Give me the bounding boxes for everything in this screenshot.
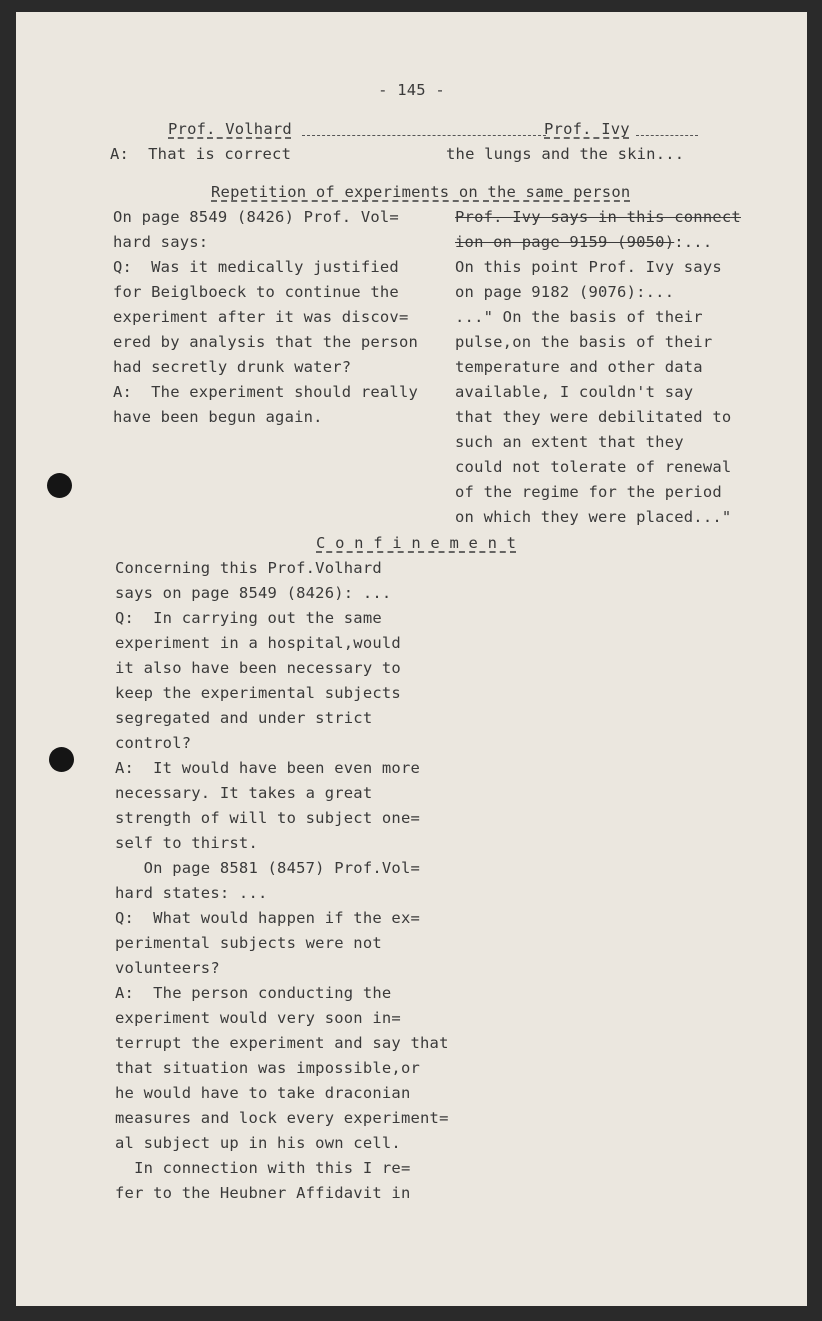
text-line: experiment would very soon in=	[115, 1009, 401, 1027]
header-right-continuation: the lungs and the skin...	[446, 145, 685, 163]
text-line: segregated and under strict	[115, 709, 373, 727]
text-line: On this point Prof. Ivy says	[455, 258, 722, 276]
struck-line: ion on page 9159 (9050):...	[455, 233, 713, 251]
text-line: al subject up in his own cell.	[115, 1134, 401, 1152]
text-line: Q: In carrying out the same	[115, 609, 382, 627]
text-line: such an extent that they	[455, 433, 684, 451]
text-line: volunteers?	[115, 959, 220, 977]
header-left-continuation: A: That is correct	[110, 145, 292, 163]
punch-hole	[47, 473, 72, 498]
text-line: terrupt the experiment and say that	[115, 1034, 449, 1052]
text-line: of the regime for the period	[455, 483, 722, 501]
section-title: C o n f i n e m e n t	[316, 534, 517, 552]
text-line: On page 8549 (8426) Prof. Vol=	[113, 208, 399, 226]
text-line: A: It would have been even more	[115, 759, 421, 777]
text-line: ..." On the basis of their	[455, 308, 703, 326]
text-line: experiment after it was discov=	[113, 308, 409, 326]
text-line: keep the experimental subjects	[115, 684, 401, 702]
text-line: Q: What would happen if the ex=	[115, 909, 421, 927]
document-page	[16, 12, 807, 1306]
text-line: pulse,on the basis of their	[455, 333, 713, 351]
text-line: that situation was impossible,or	[115, 1059, 421, 1077]
text-line: have been begun again.	[113, 408, 323, 426]
text-line: In connection with this I re=	[115, 1159, 411, 1177]
text-line: perimental subjects were not	[115, 934, 382, 952]
text-line: A: The experiment should really	[113, 383, 419, 401]
header-left: Prof. Volhard	[168, 120, 292, 138]
text-line: hard states: ...	[115, 884, 268, 902]
text-line: for Beiglboeck to continue the	[113, 283, 399, 301]
header-rule	[302, 135, 546, 136]
text-line: On page 8581 (8457) Prof.Vol=	[115, 859, 421, 877]
header-rule	[636, 135, 698, 136]
text-line: on which they were placed..."	[455, 508, 732, 526]
section-title: Repetition of experiments on the same person	[211, 183, 631, 201]
text-line: that they were debilitated to	[455, 408, 732, 426]
text-line: available, I couldn't say	[455, 383, 694, 401]
text-line: could not tolerate of renewal	[455, 458, 732, 476]
text-line: he would have to take draconian	[115, 1084, 411, 1102]
text-line: necessary. It takes a great	[115, 784, 373, 802]
text-line: hard says:	[113, 233, 209, 251]
header-right: Prof. Ivy	[544, 120, 630, 138]
text-line: self to thirst.	[115, 834, 258, 852]
text-line: ered by analysis that the person	[113, 333, 419, 351]
text-line: had secretly drunk water?	[113, 358, 352, 376]
text-line: temperature and other data	[455, 358, 703, 376]
text-line: measures and lock every experiment=	[115, 1109, 449, 1127]
text-line: on page 9182 (9076):...	[455, 283, 675, 301]
text-line: says on page 8549 (8426): ...	[115, 584, 392, 602]
text-line: it also have been necessary to	[115, 659, 401, 677]
text-line: A: The person conducting the	[115, 984, 392, 1002]
struck-line: Prof. Ivy says in this connect	[455, 208, 741, 226]
text-line: experiment in a hospital,would	[115, 634, 401, 652]
text-line: fer to the Heubner Affidavit in	[115, 1184, 411, 1202]
text-line: strength of will to subject one=	[115, 809, 421, 827]
text-line: Q: Was it medically justified	[113, 258, 399, 276]
page-number: - 145 -	[378, 81, 445, 99]
text-line: Concerning this Prof.Volhard	[115, 559, 382, 577]
punch-hole	[49, 747, 74, 772]
text-line: control?	[115, 734, 192, 752]
